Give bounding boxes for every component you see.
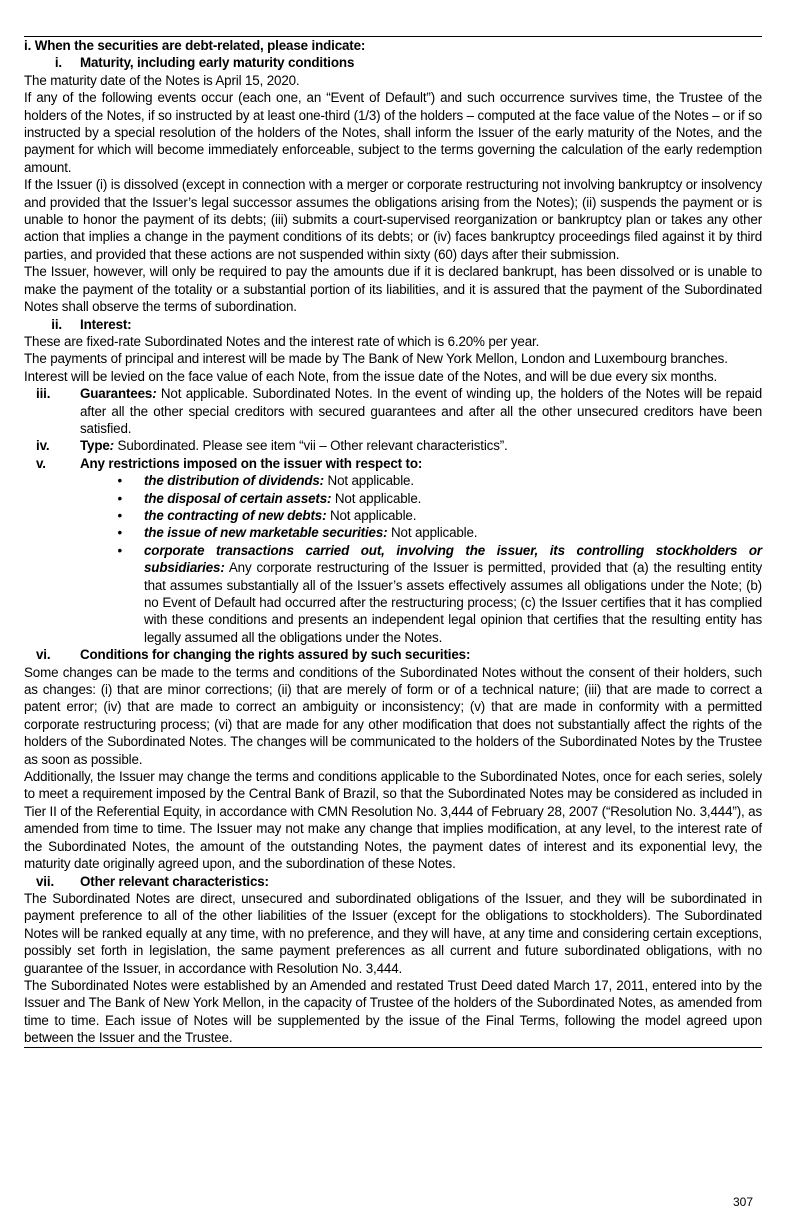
bullet-icon: • [117, 490, 122, 506]
conditions-heading [24, 646, 762, 663]
list-item: • the distribution of dividends: Not applicable. [24, 472, 762, 489]
paragraph: The payments of principal and interest will be made by The Bank of New York Mellon, London and Luxembourg branches. [24, 351, 728, 367]
list-item: • corporate transactions carried out, involving the issuer, its controlling stockholders or subsidiaries: Any corporate restructuring of the Issuer is permitted, provided that (a) the resulting entity that assumes substantially all of the Issuer’s assets effectively assumes all obligations under the Note; (b) no Event of Default had occurred after the restructuring process; (c) the Issuer certifies that it has complied with these conditions and presents an independent legal opinion that certifies that the resulting entity has legally assumed all the obligations under the Notes. [24, 542, 762, 646]
paragraph: Interest will be levied on the face value of each Note, from the issue date of the Notes, and will be due every six months. [24, 368, 718, 384]
maturity-heading [24, 54, 762, 71]
list-item: • the contracting of new debts: Not applicable. [24, 507, 762, 524]
restrictions-list [24, 472, 762, 646]
paragraph: The maturity date of the Notes is April 15, 2020. [24, 72, 300, 88]
bottom-rule [24, 1047, 762, 1048]
maturity-number: i. [54, 55, 62, 71]
interest-heading [24, 316, 762, 333]
document-page [24, 36, 762, 1048]
paragraph: The Subordinated Notes were established by an Amended and restated Trust Deed dated March 17, 2011, entered into by the Issuer and The Bank of New York Mellon, in the capacity of Trustee of the holders of the Subordinated Notes, as amended from time to time. Each issue of Notes will be supplemented by the issue of the Final Terms, following the model agreed upon between the Issuer and the Trustee. [24, 977, 762, 1046]
type-number: iv. [36, 438, 50, 454]
bullet-icon: • [117, 525, 122, 541]
paragraph: These are fixed-rate Subordinated Notes and the interest rate of which is 6.20% per year. [24, 333, 540, 349]
other-number: vii. [36, 873, 55, 889]
guarantees-label: Guarantees [80, 386, 153, 402]
other-heading [24, 873, 762, 890]
paragraph: The Subordinated Notes are direct, unsecured and subordinated obligations of the Issuer, and they will be subordinated in payment preference to all of the other liabilities of the Issuer (except for the obligations to stockholders). The Subordinated Notes will be ranked equally at any time, with no preference, and they will have, at any time and considering certain exceptions, possibly set forth in legislation, the same payment preferences as all current and future subordinated obligations, with no guarantee of the Issuer, in accordance with Resolution No. 3,444. [24, 890, 762, 976]
type-label: Type [80, 438, 110, 454]
bullet-icon: • [117, 473, 122, 489]
restrictions-item [24, 455, 762, 472]
other-title: Other relevant characteristics: [80, 873, 269, 889]
restrictions-number: v. [36, 455, 46, 471]
restrictions-title: Any restrictions imposed on the issuer with respect to: [80, 455, 423, 471]
paragraph: If any of the following events occur (each one, an “Event of Default”) and such occurrence survives time, the Trustee of the holders of the Notes, if so instructed by at least one-third (1/3) of the holders – computed at the face value of the Notes – or if so instructed by a special resolution of the holders of the Notes, shall inform the Issuer of the early maturity of the Notes, and the payment for which will become immediately enforceable, subject to the terms governing the calculation of the early redemption amount. [24, 90, 762, 175]
paragraph: Some changes can be made to the terms and conditions of the Subordinated Notes without the consent of their holders, such as changes: (i) that are minor corrections; (ii) that are merely of form or of a technical nature; (iii) that are made to correct a patent error; (iv) that are made to correct an ambiguity or inconsistency; (v) that are made in conformity with a permitted corporate restructuring process; (vi) that are made for any other modification that does not substantially affect the rights of the holders of the Subordinated Notes. The changes will be communicated to the holders of the Subordinated Notes by the Trustee as soon as possible. [24, 664, 762, 767]
bullet-icon: • [117, 507, 122, 523]
list-item: • the issue of new marketable securities: Not applicable. [24, 524, 762, 541]
paragraph: The Issuer, however, will only be required to pay the amounts due if it is declared bankrupt, has been dissolved or is unable to make the payment of the totality or a substantial portion of its liabilities, and it is assured that the payment of the Subordinated Notes shall observe the terms of subordination. [24, 264, 762, 315]
interest-title: Interest: [80, 316, 132, 332]
paragraph: Additionally, the Issuer may change the terms and conditions applicable to the Subordinated Notes, once for each series, solely to meet a requirement imposed by the Central Bank of Brazil, so that the Subordinated Notes may be considered as included in Tier II of the Referential Equity, in accordance with CMN Resolution No. 3,444 of February 28, 2007 (“Resolution No. 3,444”), as amended from time to time. The Issuer may not make any change that implies modification, at any level, to the interest rate of the Subordinated Notes, the amount of the outstanding Notes, the payment dates of interest and its exponential levy, the maturity date originally agreed upon, and the subordination of these Notes. [24, 769, 762, 872]
guarantees-number: iii. [36, 386, 51, 402]
type-item: iv. Type: Subordinated. Please see item “vii – Other relevant characteristics”. [24, 437, 762, 454]
conditions-number: vi. [36, 647, 51, 663]
interest-number: ii. [51, 316, 62, 332]
list-item: • the disposal of certain assets: Not applicable. [24, 490, 762, 507]
bullet-icon: • [117, 542, 122, 558]
guarantees-text: Not applicable. Subordinated Notes. In the event of winding up, the holders of the Notes will be repaid after all the other special creditors with secured guarantees and after all the other unsecured creditors have been satisfied. [80, 386, 762, 436]
type-text: Subordinated. Please see item “vii – Other relevant characteristics”. [113, 438, 508, 454]
paragraph: If the Issuer (i) is dissolved (except in connection with a merger or corporate restructuring not involving bankruptcy or insolvency and provided that the Issuer’s legal successor assumes the obligations arising from the Notes); (ii) suspends the payment or is unable to honor the payment of its debts; (iii) submits a court-supervised reorganization or bankruptcy plan or takes any other action that implies a change in the payment conditions of its debts; or (iv) faces bankruptcy proceedings filed against it by third parties, and provided that these actions are not suspended within sixty (60) days after their submission. [24, 177, 762, 262]
document-content [24, 37, 762, 1047]
section-heading: i. When the securities are debt-related, please indicate: [24, 38, 366, 53]
conditions-title: Conditions for changing the rights assured by such securities: [80, 647, 471, 663]
guarantees-item: iii. Guarantees: Not applicable. Subordinated Notes. In the event of winding up, the holders of the Notes will be repaid after all the other special creditors with secured guarantees and after all the other unsecured creditors have been satisfied. [24, 385, 762, 437]
page-number: 307 [732, 1195, 753, 1209]
maturity-title: Maturity, including early maturity conditions [80, 55, 355, 71]
